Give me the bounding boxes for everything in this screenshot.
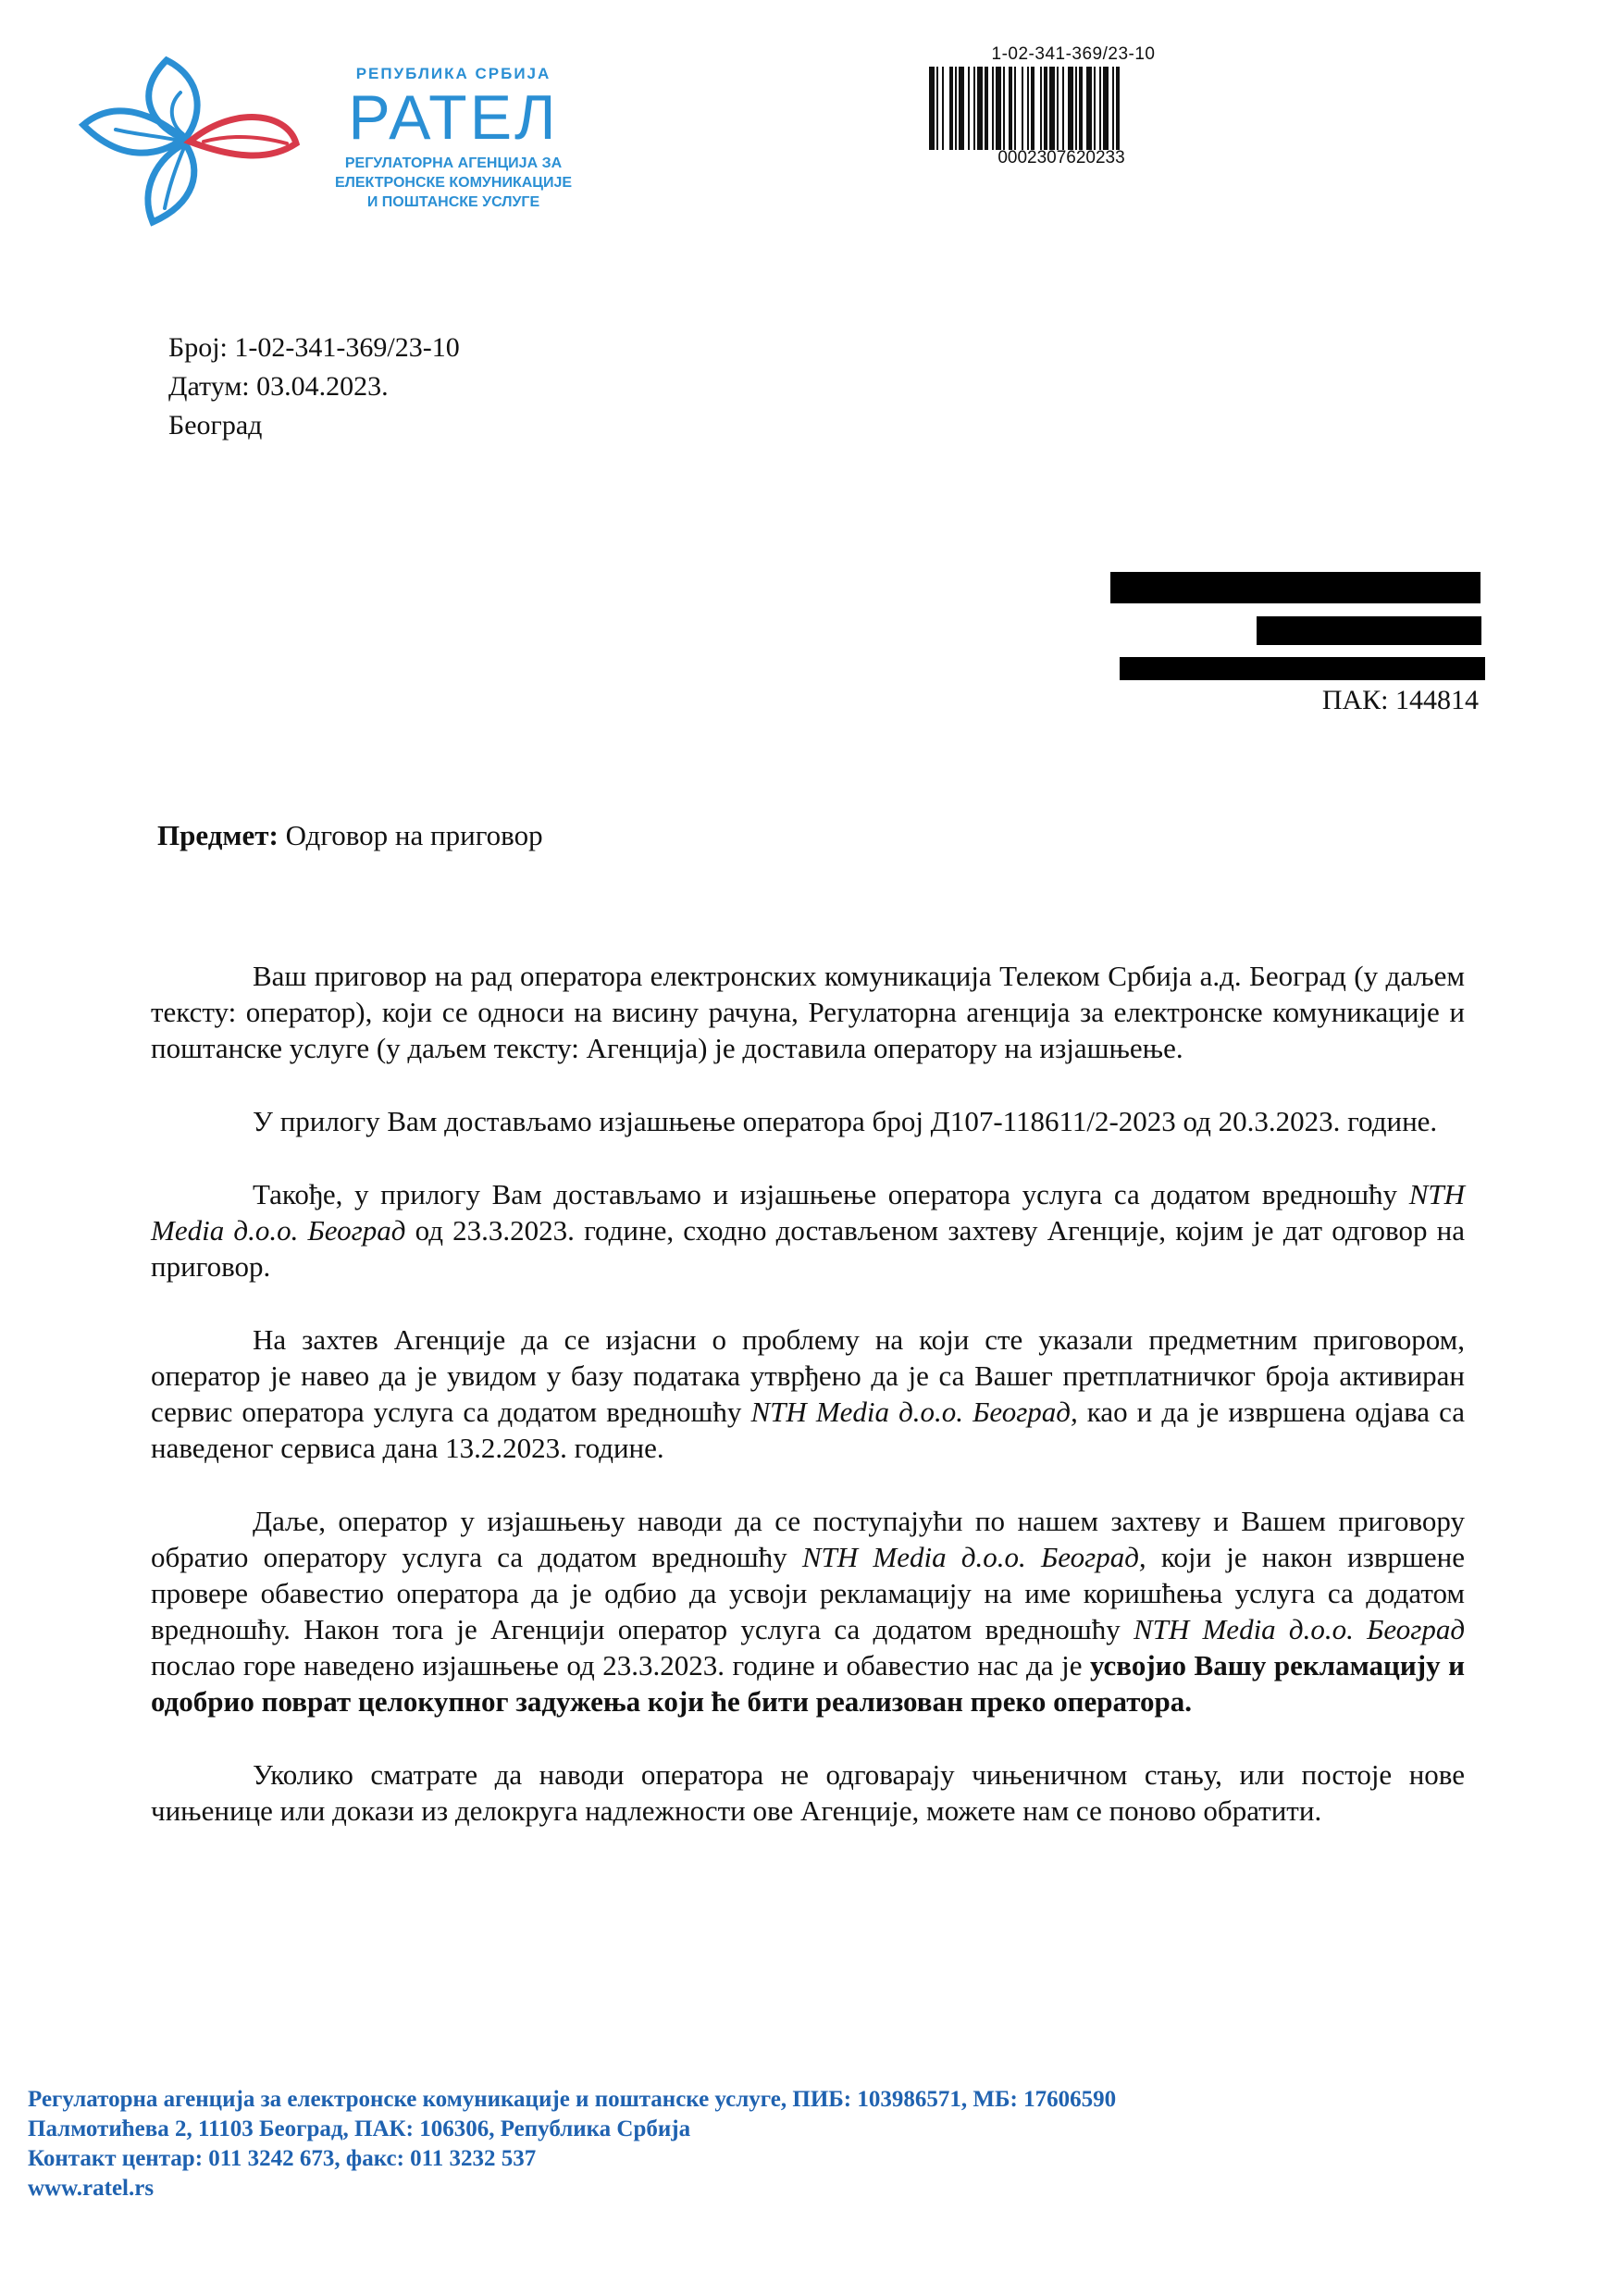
letter-body [151,958,1465,1866]
barcode-bottom-text: 0002307620233 [997,148,1125,168]
paragraph-1: Ваш приговор на рад оператора електронских комуникација Телеком Србија а.д. Београд (у даљем тексту: оператор), који се односи на висину рачуна, Регулаторна агенција за електронске комуникације и поштанске услуге (у даљем тексту: Агенција) је доставила оператору на изјашњење. [151,960,1465,1064]
footer-line-4: www.ratel.rs [28,2176,155,2201]
paragraph-6: Уколико сматрате да наводи оператора не одговарају чињеничном стању, или постоје нове чињенице или докази из делокруга надлежности ове Агенције, можете нам се поново обратити. [151,1758,1465,1827]
recipient-pak: ПАК: 144814 [1321,685,1479,715]
redaction-bar [1257,616,1481,645]
paragraph-4 [151,1322,1465,1466]
logo-desc-line2: ЕЛЕКТРОНСКЕ КОМУНИКАЦИЈЕ [334,175,573,191]
p5-text-b: који је након извршене провере обавестио оператора да је одбио да усвоји рекламацију на име коришћења услуга са додатом вредношћу. Након тога је Агенцији оператор услуга са додатом вредношћу [151,1541,1466,1645]
p4-text-b: као и да је извршена одјава са наведеног сервиса дана 13.2.2023. године. [151,1396,1466,1464]
p3-text-b: од 23.3.2023. године, сходно достављеном захтеву Агенције, којим је дат одговор на приговор. [151,1214,1465,1283]
barcode-top-text: 1-02-341-369/23-10 [991,44,1156,64]
p5-company-2: NTH Media д.о.о. Београд [1133,1613,1465,1645]
subject-line [157,819,543,852]
p5-text-a: Даље, оператор у изјашњењу наводи да се поступајући по нашем захтеву и Вашем приговору обратио оператору услуга са додатом вредношћу [151,1505,1465,1573]
paragraph-5 [151,1503,1465,1719]
letter-date: Датум: 03.04.2023. [168,371,389,402]
footer-line-2: Палмотићева 2, 11103 Београд, ПАК: 106306, Република Србија [28,2116,691,2141]
p3-text-a: Такође, у прилогу Вам достављамо и изјашњење оператора услуга са додатом вредношћу [253,1178,1409,1210]
logo-name: РАТЕЛ [348,82,559,153]
p5-text-c: послао горе наведено изјашњење од 23.3.2023. године и обавестио нас да је [151,1649,1090,1682]
p5-company-1: NTH Media д.о.о. Београд, [801,1541,1146,1573]
footer-line-3: Контакт центар: 011 3242 673, факс: 011 3232 537 [28,2146,537,2171]
p5-bold-text: усвојио Вашу рекламацију и одобрио поврат целокупног задужења који ће бити реализован преко оператора. [151,1649,1465,1718]
barcode-bars-icon [929,67,1188,150]
logo-republic: РЕПУБЛИКА СРБИЈА [355,65,551,82]
subject-label: Предмет: [157,819,279,851]
letter-number: Број: 1-02-341-369/23-10 [168,332,460,363]
logo-text-block [319,65,588,212]
logo-desc-line1: РЕГУЛАТОРНА АГЕНЦИЈА ЗА [344,155,563,171]
subject-text: Одговор на приговор [278,819,543,851]
redaction-bar [1120,657,1485,680]
redaction-bar [1110,572,1481,603]
paragraph-2: У прилогу Вам достављамо изјашњење оператора број Д107-118611/2-2023 од 20.3.2023. године. [253,1105,1438,1137]
paragraph-3 [151,1176,1465,1285]
letter-footer [28,2085,1116,2203]
letter-city: Београд [168,410,263,441]
logo-desc [319,154,588,212]
letter-meta [168,329,460,445]
p3-company: NTH Media д.о.о. Београд [151,1178,1465,1247]
ratel-logo-icon [65,42,305,241]
p4-company: NTH Media д.о.о. Београд, [750,1396,1078,1428]
footer-line-1: Регулаторна агенција за електронске комуникације и поштанске услуге, ПИБ: 103986571, МБ: 17606590 [28,2087,1117,2112]
p4-text-a: На захтев Агенције да се изјасни о проблему на који сте указали предметним приговором, оператор је навео да је увидом у базу података утврђено да је са Вашег претплатничког броја активиран сервис оператора услуга са додатом вредношћу [151,1323,1465,1428]
barcode [925,44,1194,168]
logo-desc-line3: И ПОШТАНСКЕ УСЛУГЕ [366,194,540,210]
